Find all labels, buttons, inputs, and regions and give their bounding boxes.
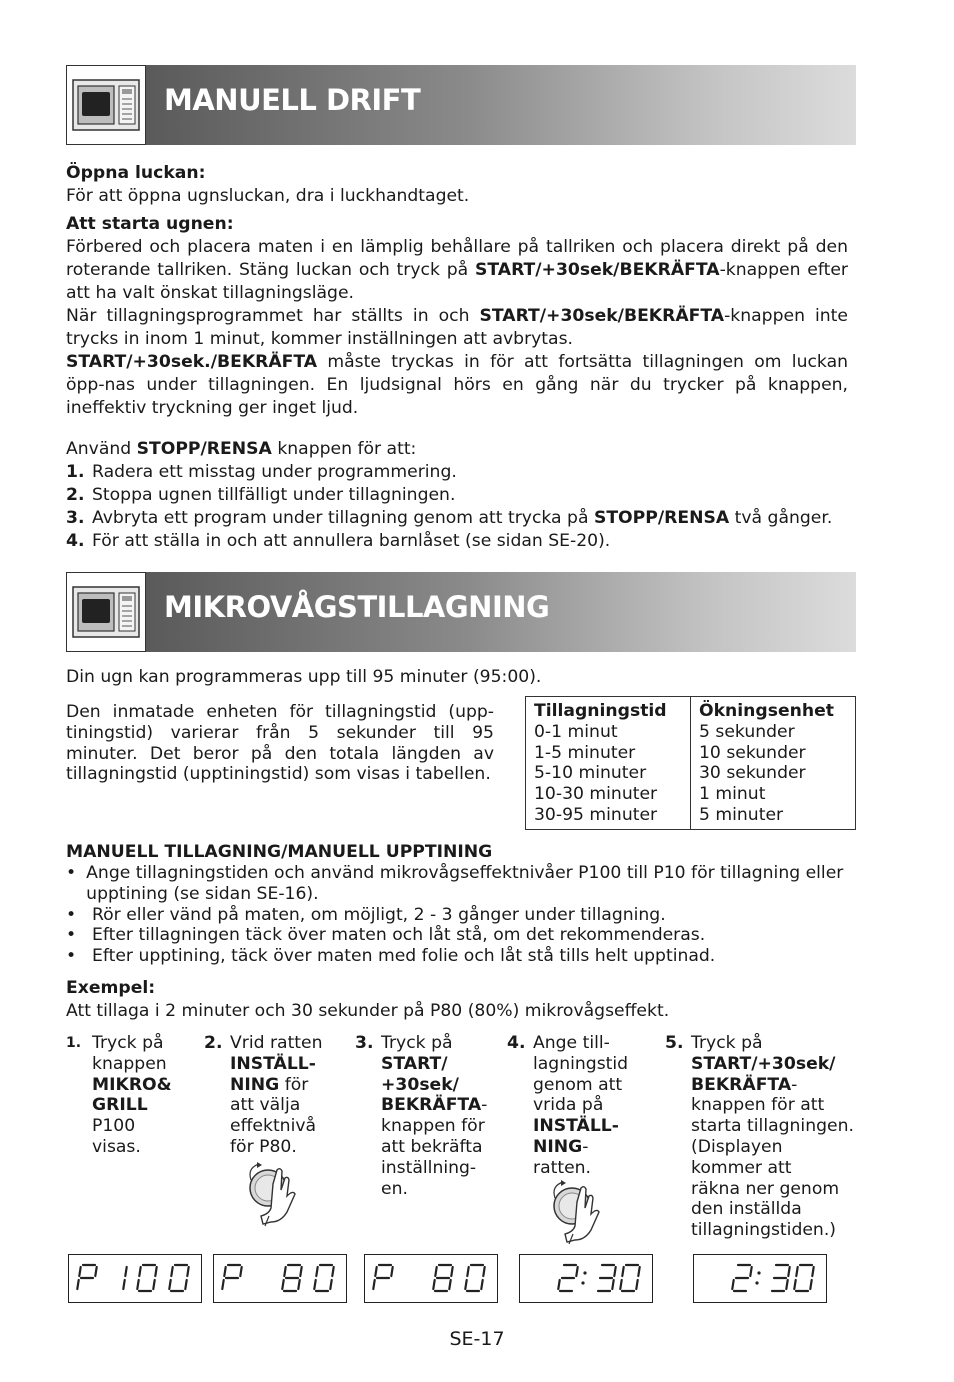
increment-table	[525, 696, 856, 830]
increment-paragraph: Den inmatade enheten för tillagningstid (upp-tiningstid) varierar från 5 sekunder till 95 minuter. Det beror på den totala längden av tillagningstid (upptiningstid) som visas i tabellen.	[66, 702, 494, 785]
list-item: • Efter upptining, täck över maten med folie och låt stå tills helt upptinad.	[66, 946, 716, 967]
list-item: • Ange tillagningstiden och använd mikrovågseffektnivåer P100 till P10 för tillagning eller upptining (se sidan SE-16).	[66, 863, 844, 904]
manual-heading: MANUELL TILLAGNING/MANUELL UPPTINING	[66, 842, 493, 862]
open-text: För att öppna ugnsluckan, dra i luckhandtaget.	[66, 186, 470, 206]
example-block: Exempel: Att tillaga i 2 minuter och 30 sekunder på P80 (80%) mikrovågseffekt.	[66, 978, 670, 1021]
mixed-line: NING-	[533, 1136, 589, 1157]
mixed-line: BEKRÄFTA-	[381, 1095, 488, 1116]
list-item: 2. Stoppa ugnen tillfälligt under tillagningen.	[66, 485, 456, 505]
cooking-time-column: Tillagningstid 0-1 minut 1-5 minuter 5-10 minuter 10-30 minuter 30-95 minuter	[526, 697, 691, 830]
section-title: MIKROVÅGSTILLAGNING	[164, 590, 550, 624]
list-item: 4. För att ställa in och att annullera barnlåset (se sidan SE-20).	[66, 531, 611, 551]
mixed-line: BEKRÄFTA-	[691, 1074, 798, 1095]
lcd-display-1	[68, 1254, 202, 1303]
start-paragraph-3: START/+30sek./BEKRÄFTA måste tryckas in för att fortsätta tillagningen om luckan öpp-nas under tillagningen. En ljudsignal hörs en gång när du trycker på knappen, ineffektiv tryckning ger inget ljud.	[66, 352, 848, 418]
start-heading: Att starta ugnen:	[66, 214, 234, 234]
microwave-icon	[66, 572, 146, 652]
lcd-display-5	[693, 1254, 827, 1303]
mixed-line: NING för	[230, 1074, 309, 1095]
start-paragraph-1: Förbered och placera maten i en lämplig behållare på tallriken och placera direkt på den roterande tallriken. Stäng luckan och tryck på START/+30sek/BEKRÄFTA-knappen efter att ha valt önskat tillagningsläge.	[66, 237, 848, 303]
open-heading: Öppna luckan:	[66, 163, 206, 183]
increment-unit-column: Ökningsenhet 5 sekunder 10 sekunder 30 sekunder 1 minut 5 minuter	[691, 697, 856, 830]
start-oven-block	[66, 213, 848, 420]
list-item: 1. Radera ett misstag under programmering.	[66, 462, 457, 482]
stop-intro: Använd STOPP/RENSA knappen för att:	[66, 439, 417, 459]
list-item: • Efter tillagningen täck över maten och låt stå, om det rekommenderas.	[66, 925, 706, 946]
stop-list	[66, 461, 856, 553]
page-number: SE-17	[449, 1328, 505, 1350]
microwave-icon	[66, 65, 146, 145]
open-door-block	[66, 162, 848, 208]
hand-dial-icon	[547, 1178, 603, 1248]
section-title: MANUELL DRIFT	[164, 83, 421, 117]
lcd-display-4	[519, 1254, 653, 1303]
lcd-display-3	[364, 1254, 498, 1303]
section-banner-microwave	[66, 572, 856, 652]
lcd-display-2	[213, 1254, 347, 1303]
start-paragraph-2: När tillagningsprogrammet har ställts in och START/+30sek/BEKRÄFTA-knappen inte trycks in inom 1 minut, kommer inställningen att avbrytas.	[66, 306, 848, 349]
hand-dial-icon	[243, 1160, 299, 1230]
intro-text: Din ugn kan programmeras upp till 95 minuter (95:00).	[66, 667, 542, 687]
list-item: • Rör eller vänd på maten, om möjligt, 2 - 3 gånger under tillagning.	[66, 904, 666, 925]
list-item: 3. Avbryta ett program under tillagning genom att trycka på STOPP/RENSA två gånger.	[66, 508, 833, 528]
section-banner-manual	[66, 65, 856, 145]
manual-bullets	[66, 863, 858, 967]
